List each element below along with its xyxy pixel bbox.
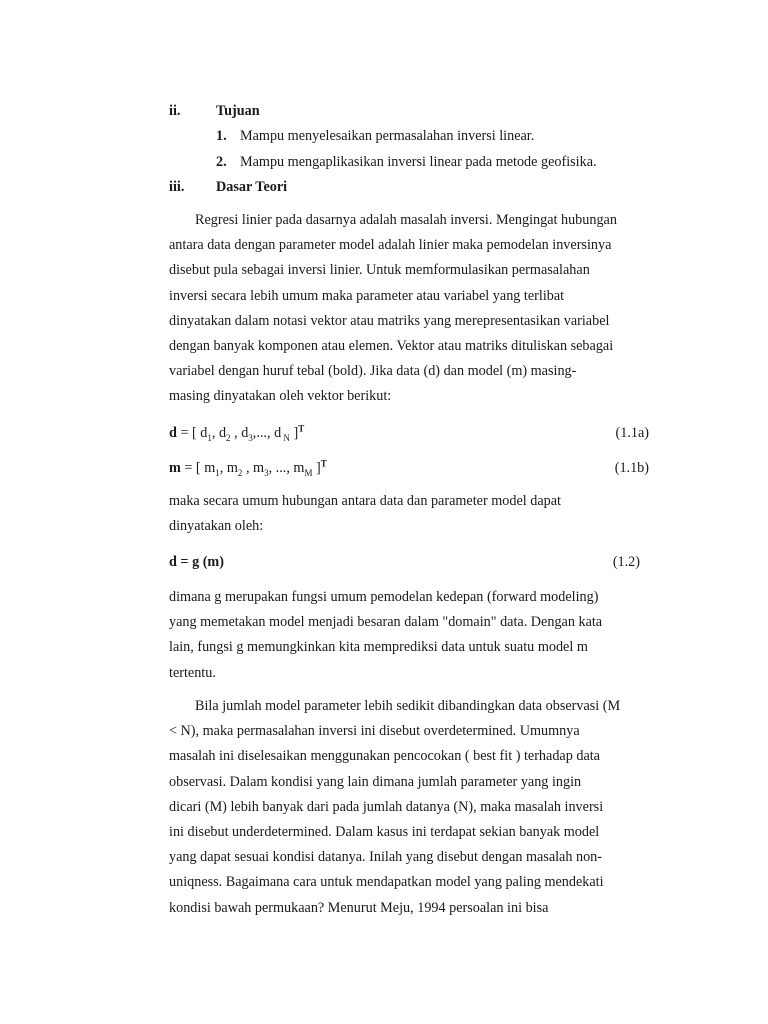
goal-text-1: Mampu menyelesaikan permasalahan inversi linear. — [240, 128, 535, 144]
paragraph-line: disebut pula sebagai inversi linier. Untuk memformulasikan permasalahan — [169, 262, 590, 279]
eq-text: , ..., — [268, 460, 294, 476]
eq-text: , — [242, 460, 254, 476]
eq-text: , — [230, 425, 242, 441]
eq-text: m — [204, 460, 216, 476]
equation-1-1b — [169, 458, 649, 478]
paragraph-line: masing dinyatakan oleh vektor berikut: — [169, 388, 392, 405]
eq-subscript: 1 — [215, 467, 220, 478]
eq-text: d — [200, 425, 208, 441]
paragraph-line: Regresi linier pada dasarnya adalah masalah inversi. Mengingat hubungan — [195, 212, 617, 228]
paragraph-hubungan — [169, 489, 659, 539]
paragraph-line: observasi. Dalam kondisi yang lain dimana jumlah parameter yang ingin — [169, 773, 582, 790]
eq-text: , — [219, 460, 227, 476]
eq-text: , — [211, 425, 219, 441]
eq-text: ] — [289, 425, 299, 441]
eq-subscript: 3 — [264, 467, 269, 478]
section-number-ii: ii. — [169, 103, 181, 119]
paragraph-line: yang memetakan model menjadi besaran dalam "domain" data. Dengan kata — [169, 614, 603, 631]
eq-text: d — [218, 425, 227, 441]
eq-text: m — [226, 460, 238, 476]
section-number-iii: iii. — [169, 179, 185, 195]
eq-text: m — [253, 460, 265, 476]
eq-superscript: T — [298, 423, 305, 434]
paragraph-line: dicari (M) lebih banyak dari pada jumlah datanya (N), maka masalah inversi — [169, 798, 604, 815]
eq-text: = [ — [176, 425, 201, 441]
paragraph-line: ini disebut underdetermined. Dalam kasus ini terdapat sekian banyak model — [169, 824, 600, 841]
section-title-dasar-teori: Dasar Teori — [216, 179, 288, 195]
paragraph-line: inversi secara lebih umum maka parameter atau variabel yang terlibat — [169, 287, 565, 304]
goal-number-1: 1. — [216, 128, 227, 144]
equation-1-1a — [169, 423, 649, 443]
paragraph-line: dinyatakan oleh: — [169, 518, 264, 535]
eq-superscript: T — [320, 458, 327, 469]
eq-lhs-m: m — [169, 460, 181, 476]
paragraph-line: maka secara umum hubungan antara data dan parameter model dapat — [169, 493, 561, 509]
eq-text: d — [274, 425, 282, 441]
eq-subscript: 2 — [237, 467, 243, 478]
paragraph-line: variabel dengan huruf tebal (bold). Jika data (d) dan model (m) masing- — [169, 363, 577, 380]
eq-subscript: 2 — [226, 432, 231, 443]
paragraph-line: < N), maka permasalahan inversi ini disebut overdetermined. Umumnya — [169, 723, 580, 740]
eq-subscript: 1 — [207, 432, 212, 443]
section-title-tujuan: Tujuan — [216, 103, 260, 119]
paragraph-regresi-linier — [169, 208, 659, 410]
equation-number-1-2: (1.2) — [612, 554, 640, 570]
eq-forward-model: d = g (m) — [169, 554, 224, 570]
paragraph-line: yang dapat sesuai kondisi datanya. Inilah yang disebut dengan masalah non- — [169, 849, 602, 866]
paragraph-line: Bila jumlah model parameter lebih sedikit dibandingkan data observasi (M — [195, 698, 621, 714]
goal-text-2: Mampu mengaplikasikan inversi linear pada metode geofisika. — [240, 154, 597, 170]
equation-1-2 — [169, 552, 649, 572]
equation-number-1-1b: (1.1b) — [614, 460, 649, 476]
goal-number-2: 2. — [216, 154, 227, 170]
paragraph-line: dinyatakan dalam notasi vektor atau matriks yang merepresentasikan variabel — [169, 312, 610, 329]
paragraph-line: lain, fungsi g memungkinkan kita memprediksi data untuk suatu model m — [169, 639, 588, 656]
eq-subscript: 3 — [248, 432, 253, 443]
eq-text: d — [241, 425, 249, 441]
eq-subscript: M — [304, 467, 313, 478]
eq-text: ] — [312, 460, 321, 476]
paragraph-line: uniqness. Bagaimana cara untuk mendapatkan model yang paling mendekati — [169, 874, 604, 891]
eq-text: = [ — [180, 460, 205, 476]
paragraph-fungsi-g — [169, 585, 659, 686]
eq-text: ,..., — [252, 425, 275, 441]
paragraph-line: tertentu. — [169, 664, 216, 681]
paragraph-overdetermined — [169, 694, 659, 921]
eq-subscript: N — [281, 432, 290, 443]
paragraph-line: dengan banyak komponen atau elemen. Vektor atau matriks dituliskan sebagai — [169, 338, 614, 355]
paragraph-line: antara data dengan parameter model adalah linier maka pemodelan inversinya — [169, 237, 612, 254]
paragraph-line: dimana g merupakan fungsi umum pemodelan kedepan (forward modeling) — [169, 589, 599, 605]
paragraph-line: kondisi bawah permukaan? Menurut Meju, 1994 persoalan ini bisa — [169, 899, 549, 916]
eq-lhs-d: d — [169, 425, 177, 441]
eq-text: m — [293, 460, 305, 476]
equation-number-1-1a: (1.1a) — [615, 425, 649, 441]
paragraph-line: masalah ini diselesaikan menggunakan pencocokan ( best fit ) terhadap data — [169, 748, 600, 765]
